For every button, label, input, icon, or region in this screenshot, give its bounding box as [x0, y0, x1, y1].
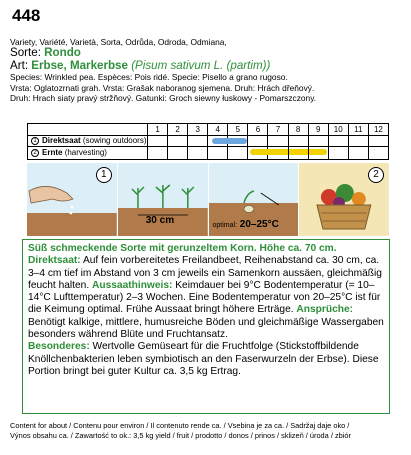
- month-10: 10: [329, 124, 349, 135]
- month-9: 9: [309, 124, 329, 135]
- month-8: 8: [289, 124, 309, 135]
- step-number-badge: 2: [368, 167, 384, 183]
- direktsaat-heading: Direktsaat:: [28, 255, 81, 267]
- packet-number: 448: [12, 6, 41, 25]
- temperature-prefix: optimal:: [212, 222, 238, 229]
- month-6: 6: [248, 124, 268, 135]
- temperature-value: 20–25°C: [239, 219, 279, 230]
- germination-temperature-illustration: [209, 163, 300, 236]
- month-3: 3: [188, 124, 208, 135]
- direktsaat-text: Auf fein vorbereitetes Freilandbeet, Reihenabstand ca. 30 cm, ca. 3–4 cm tief im Abstand von 3 cm jeweils ein Samenkorn aussäen, gleichmäßig feucht halten.: [28, 255, 382, 291]
- besonderes-text: Wertvolle Gemüseart für die Fruchtfolge (Stickstoffbildende Knöllchenbakterien leben symbiotisch an den Faserwurzeln der Erbse). Diese Portion bringt bei guter Kultur ca. 3,5 kg Ertrag.: [28, 341, 379, 377]
- calendar-row-harvest: [28, 147, 388, 159]
- description-box: [22, 239, 390, 414]
- temperature-label: [213, 219, 279, 230]
- aussaathinweis-heading: Aussaathinweis:: [92, 279, 173, 291]
- species-name: Erbse, Markerbse: [31, 58, 128, 72]
- art-label: Art:: [10, 58, 29, 72]
- footer-line-1: Content for about / Contenu pour environ / Il contenuto rende ca. / Vsebina je za ca. / Sadržaj daje oko /: [10, 421, 350, 430]
- sowing-sublabel: (sowing outdoors): [82, 136, 147, 146]
- step-number-badge: 2: [31, 149, 39, 157]
- variety-name: Rondo: [44, 46, 81, 60]
- harvest-label: Ernte: [42, 148, 63, 158]
- sowing-calendar: [27, 123, 389, 160]
- month-4: 4: [208, 124, 228, 135]
- variety-description-headline: Süß schmeckende Sorte mit gerunzeltem Korn. Höhe ca. 70 cm.: [28, 243, 337, 254]
- month-5: 5: [228, 124, 248, 135]
- sowing-illustration: [27, 163, 118, 236]
- row-spacing-illustration: [118, 163, 209, 236]
- ansprueche-text: Benötigt kalkige, mittlere, humusreiche Böden und gleichmäßige Wassergaben besonders während Blüte und Fruchtansatz.: [28, 316, 384, 341]
- month-2: 2: [168, 124, 188, 135]
- besonderes-heading: Besonderes:: [28, 341, 90, 353]
- harvest-illustration: [299, 163, 389, 236]
- species-translations-1: Species: Wrinkled pea. Espèces: Pois ridé. Specie: Pisello a grano rugoso.: [10, 72, 288, 83]
- content-yield-footer: [10, 421, 405, 440]
- row-spacing-label: 30 cm: [145, 215, 175, 226]
- species-translations-3: Druh: Hrach siaty pravý stržňový. Gatunki: Groch siewny łuskowy - Pomarszczony.: [10, 92, 317, 103]
- variety-labels: Variety, Variété, Varietà, Sorta, Odrůda, Odroda, Odmiana,: [10, 37, 227, 47]
- calendar-row-sowing: [28, 136, 388, 148]
- calendar-header-row: [28, 124, 388, 136]
- sorte-label: Sorte:: [10, 46, 41, 60]
- month-12: 12: [373, 124, 383, 134]
- sowing-label: Direktsaat: [42, 136, 81, 146]
- aussaathinweis-text: Keimdauer bei 9°C Bodentemperatur (= 10–14°C Lufttemperatur) 2–3 Wochen. Eine Bodentemperatur von 20–25°C ist für die Keimung optimal. Frühe Aussaat bringt höhere Erträge.: [28, 279, 381, 316]
- variety-header: [10, 37, 405, 103]
- step-number-badge: 1: [96, 167, 112, 183]
- species-translations-2: Vrsta: Oglatozrnati grah. Vrsta: Grašak naboranog sjemena. Druh: Hrách dřeňový.: [10, 82, 315, 93]
- latin-name: (Pisum sativum L. (partim)): [131, 58, 271, 72]
- month-1: 1: [148, 124, 168, 135]
- harvest-sublabel: (harvesting): [64, 148, 107, 158]
- step-number-badge: 1: [31, 137, 39, 145]
- month-7: 7: [268, 124, 288, 135]
- footer-line-2: Výnos obsahu ca. / Zawartość to ok.: 3,5 kg yield / fruit / prodotto / donos / prinos / sklizeň / úroda / zbiór: [10, 430, 351, 440]
- month-11: 11: [349, 124, 369, 135]
- ansprueche-heading: Ansprüche:: [296, 304, 354, 316]
- instruction-pictograms: [27, 163, 389, 236]
